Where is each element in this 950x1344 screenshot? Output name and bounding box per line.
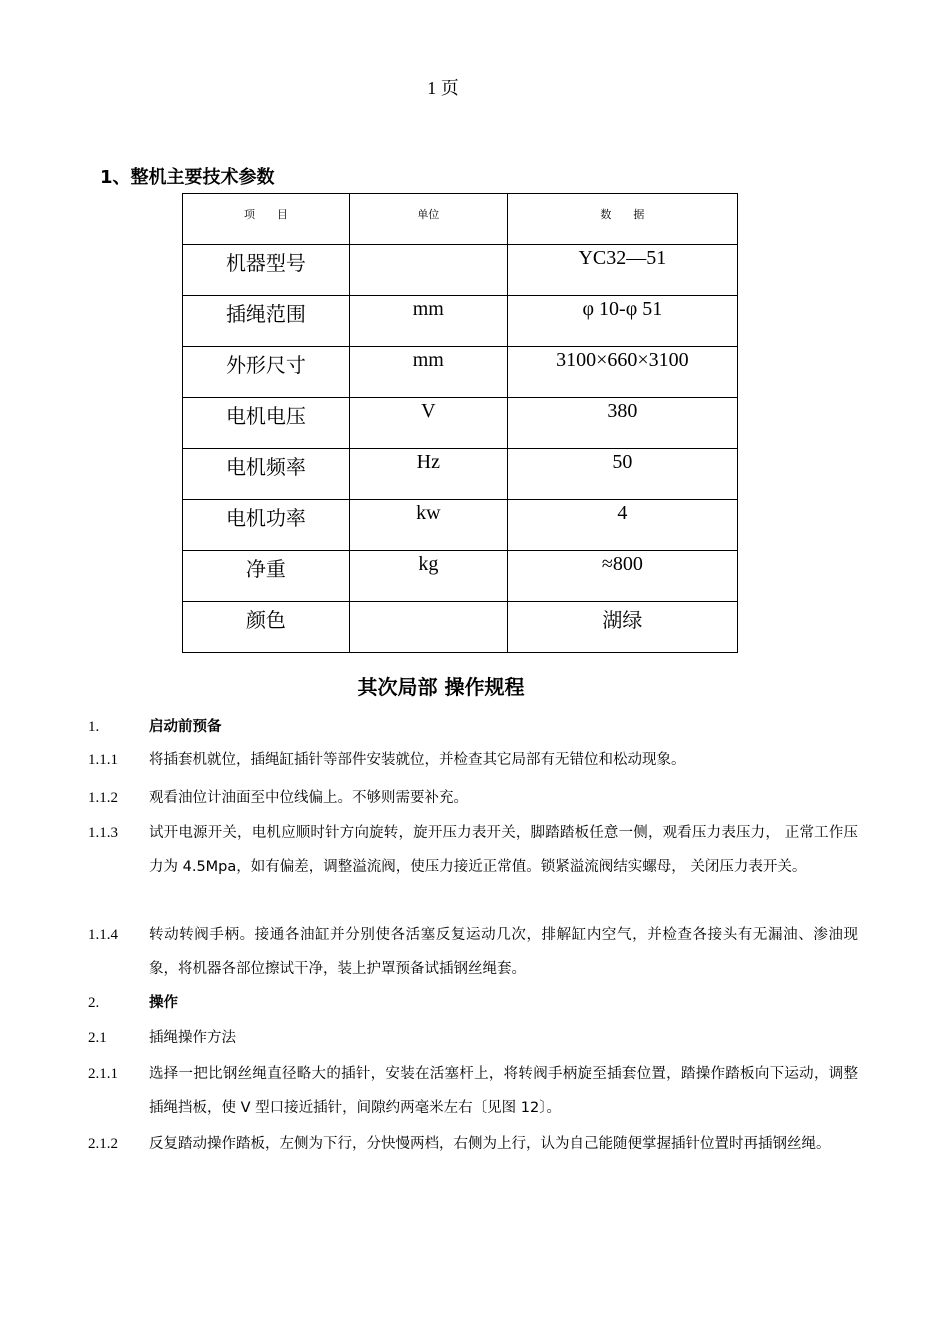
list-item (88, 1021, 858, 1055)
item-text: 选择一把比钢丝绳直径略大的插针，安装在活塞杆上，将转阀手柄旋至插套位置，踏操作踏板向下运动，调整插绳挡板，使 V 型口接近插针，间隙约两毫米左右〔见图 12〕。 (149, 1066, 858, 1116)
param-name: 颜色 (183, 602, 350, 653)
item-text: 试开电源开关，电机应顺时针方向旋转，旋开压力表开关，脚踏踏板任意一侧，观看压力表压力， 正常工作压力为 4.5Mpa，如有偏差，调整溢流阀，使压力接近正常值。锁紧溢流阀结实螺母， 关闭压力表开关。 (149, 825, 858, 875)
item-number: 2.1 (88, 1030, 107, 1046)
table-row (183, 551, 738, 602)
param-value: YC32—51 (507, 245, 737, 296)
list-item (88, 986, 858, 1020)
header-data: 数 据 (507, 194, 737, 245)
list-item (88, 710, 858, 744)
param-unit (349, 245, 507, 296)
param-value: 50 (507, 449, 737, 500)
table-header-row (183, 194, 738, 245)
param-name: 插绳范围 (183, 296, 350, 347)
item-number: 1.1.3 (88, 825, 118, 841)
param-unit: mm (349, 296, 507, 347)
list-item (88, 781, 858, 815)
list-item (88, 816, 858, 884)
section-title-operation: 其次局部 操作规程 (357, 675, 525, 699)
param-unit (349, 602, 507, 653)
item-text: 反复踏动操作踏板，左侧为下行，分快慢两档，右侧为上行，认为自己能随便掌握插针位置时再插钢丝绳。 (149, 1136, 831, 1152)
param-name: 外形尺寸 (183, 347, 350, 398)
param-value: 湖绿 (507, 602, 737, 653)
item-text: 转动转阀手柄。接通各油缸并分别使各活塞反复运动几次，排解缸内空气，并检查各接头有无漏油、渗油现象，将机器各部位擦试干净，装上护罩预备试插钢丝绳套。 (149, 927, 858, 977)
item-number: 2.1.1 (88, 1066, 118, 1082)
list-item (88, 743, 858, 777)
item-text: 观看油位计油面至中位线偏上。不够则需要补充。 (149, 790, 468, 806)
param-name: 电机功率 (183, 500, 350, 551)
table-row (183, 449, 738, 500)
item-number: 1. (88, 719, 100, 735)
item-number: 1.1.2 (88, 790, 118, 806)
item-text: 将插套机就位，插绳缸插针等部件安装就位，并检查其它局部有无错位和松动现象。 (149, 752, 686, 768)
page-number: 1 页 (427, 78, 459, 98)
param-unit: Hz (349, 449, 507, 500)
table-row (183, 602, 738, 653)
table-row (183, 347, 738, 398)
param-value: 4 (507, 500, 737, 551)
param-value: ≈800 (507, 551, 737, 602)
table-row (183, 245, 738, 296)
param-value: 380 (507, 398, 737, 449)
param-name: 净重 (183, 551, 350, 602)
param-name: 电机电压 (183, 398, 350, 449)
list-item (88, 1127, 858, 1161)
table-row (183, 500, 738, 551)
param-unit: mm (349, 347, 507, 398)
param-name: 机器型号 (183, 245, 350, 296)
item-number: 2. (88, 995, 100, 1011)
param-unit: kw (349, 500, 507, 551)
param-value: φ 10-φ 51 (507, 296, 737, 347)
item-text: 启动前预备 (149, 719, 222, 735)
item-text: 插绳操作方法 (149, 1030, 236, 1046)
item-text: 操作 (149, 995, 178, 1011)
list-item (88, 918, 858, 986)
table-row (183, 296, 738, 347)
parameters-table (182, 193, 738, 653)
param-unit: V (349, 398, 507, 449)
table-row (183, 398, 738, 449)
section-title-parameters: 1、整机主要技术参数 (100, 167, 275, 188)
param-value: 3100×660×3100 (507, 347, 737, 398)
item-number: 2.1.2 (88, 1136, 118, 1152)
header-item: 项 目 (183, 194, 350, 245)
header-unit: 单位 (349, 194, 507, 245)
param-unit: kg (349, 551, 507, 602)
item-number: 1.1.4 (88, 927, 118, 943)
item-number: 1.1.1 (88, 752, 118, 768)
list-item (88, 1057, 858, 1125)
param-name: 电机频率 (183, 449, 350, 500)
